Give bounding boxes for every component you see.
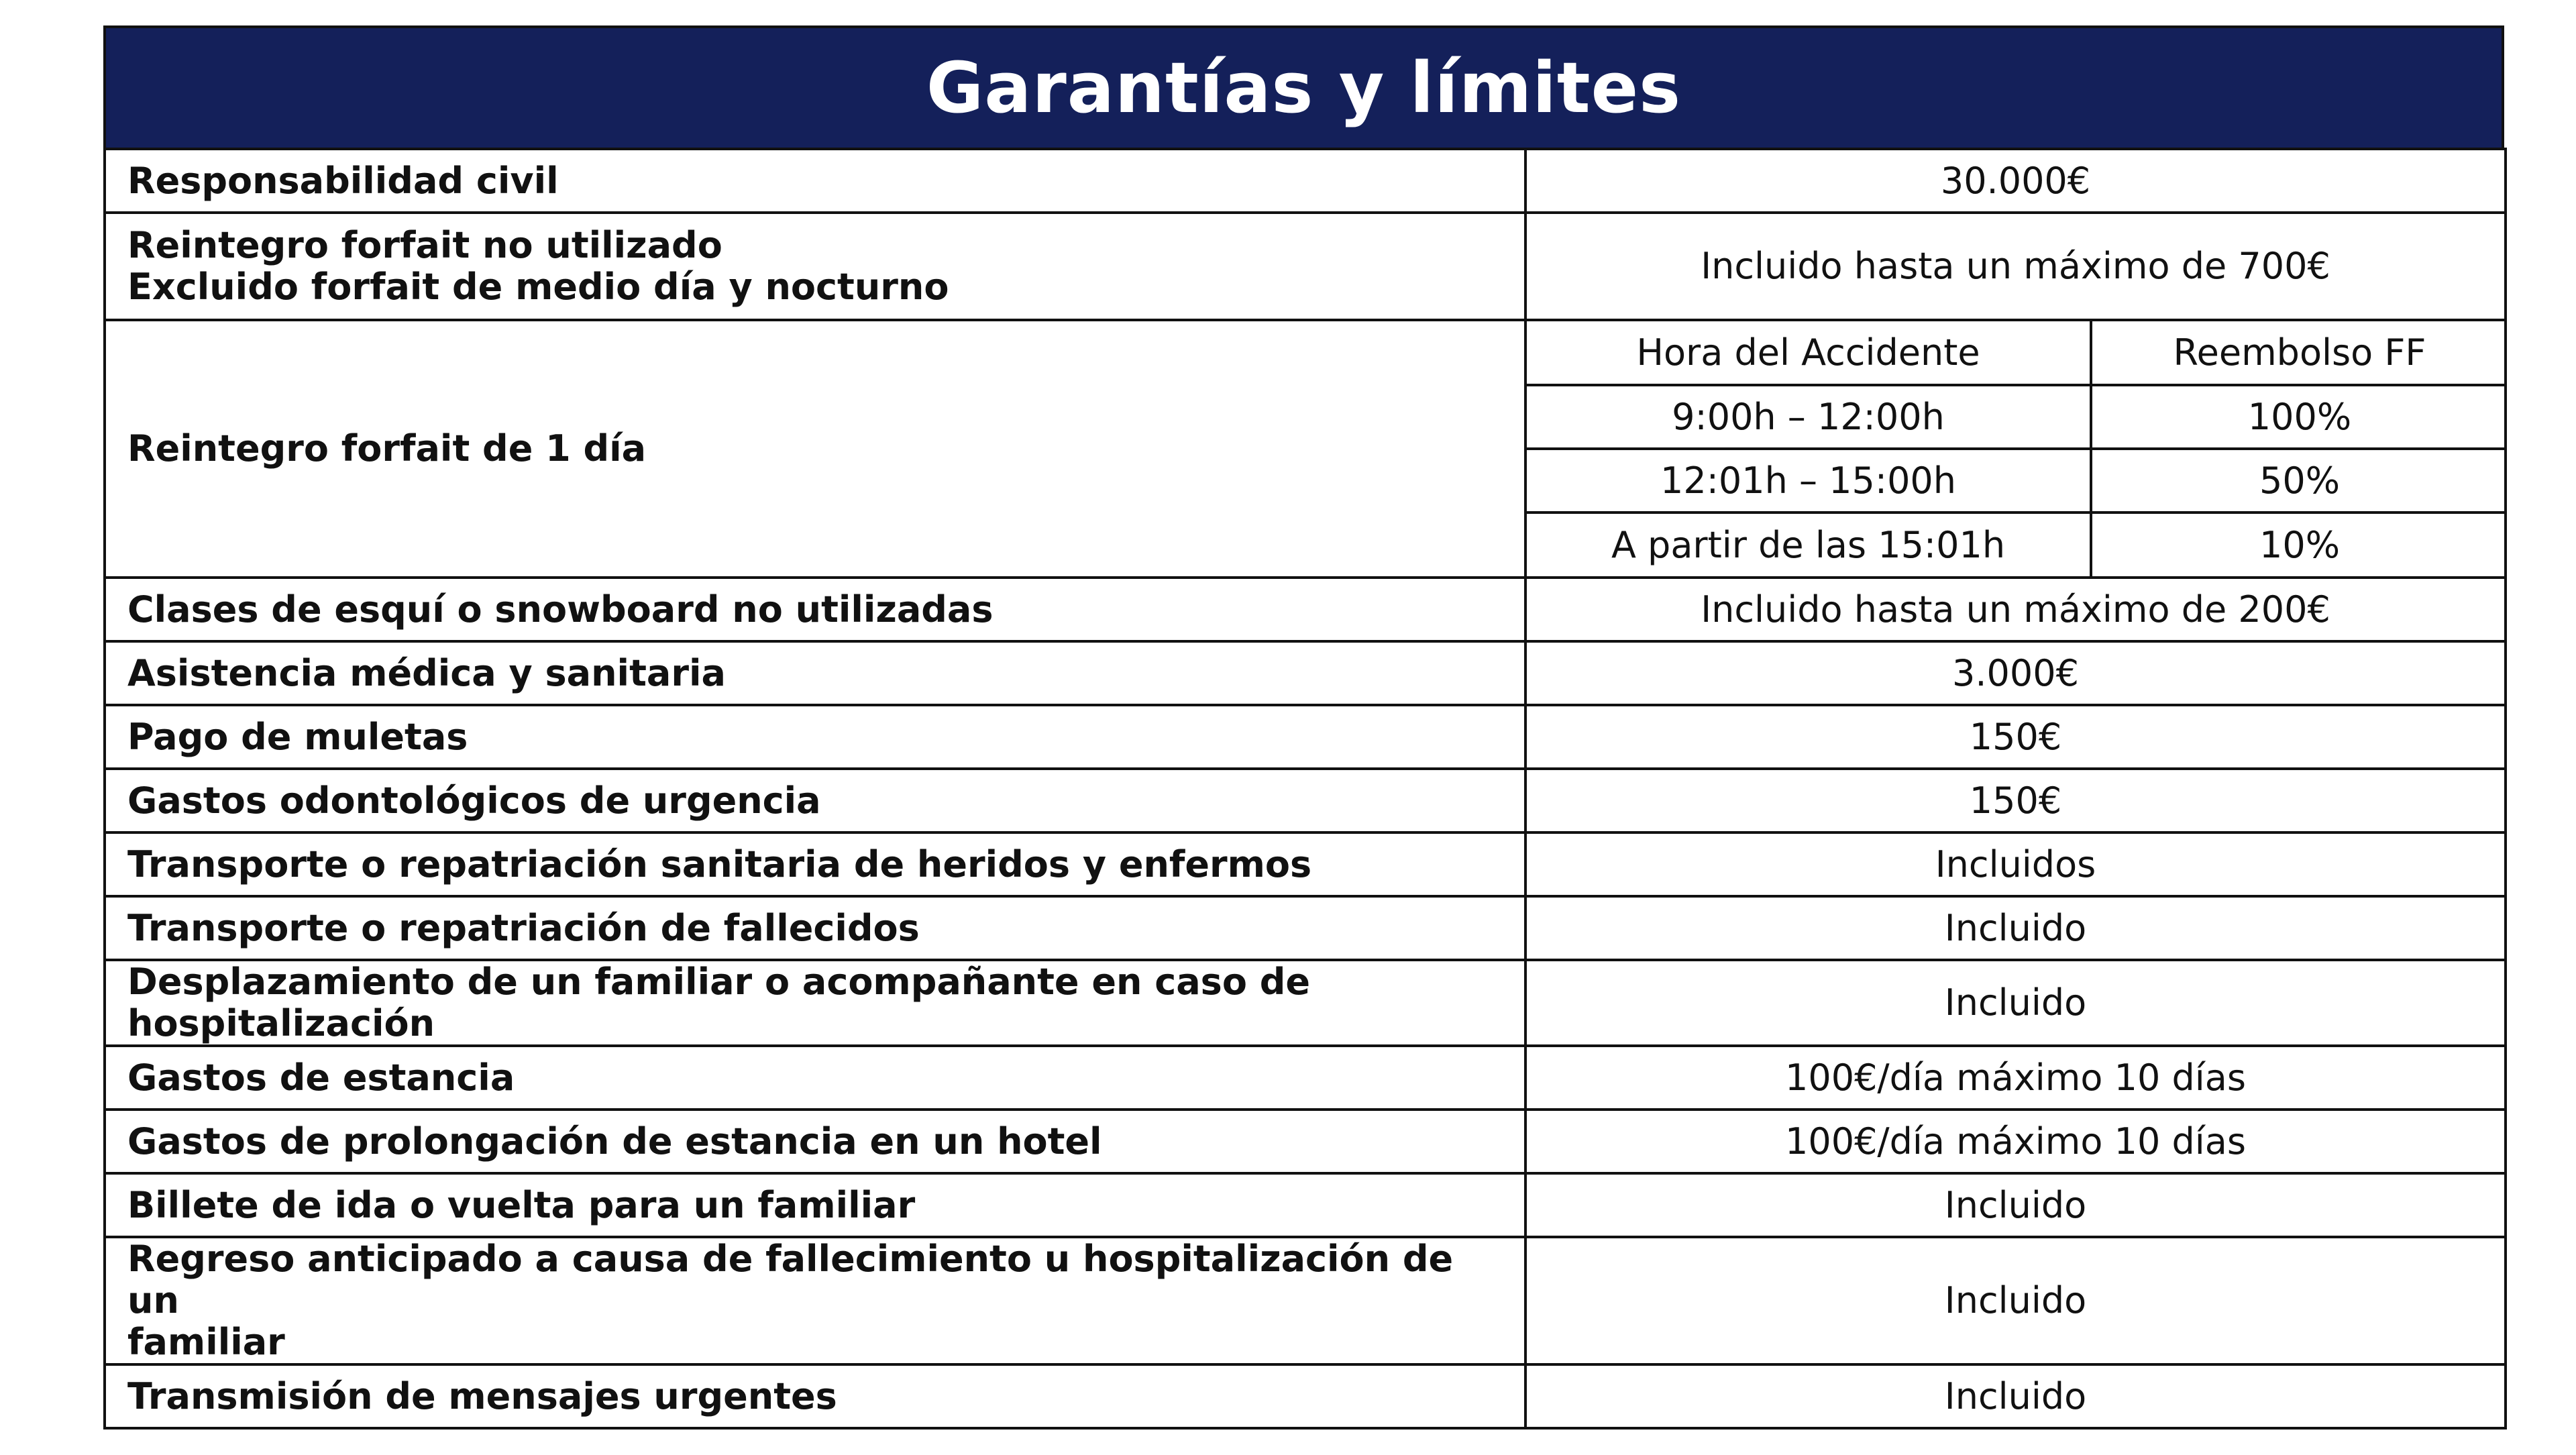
subtable-header: Reembolso FF — [2091, 321, 2507, 385]
table-row — [105, 149, 2506, 213]
row-label: Clases de esquí o snowboard no utilizadas — [105, 578, 1525, 641]
subtable-cell: 12:01h – 15:00h — [1527, 449, 2091, 513]
title-bar — [103, 25, 2504, 148]
row-label-line: familiar — [127, 1321, 285, 1363]
row-label-line: Regreso anticipado a causa de fallecimiento u hospitalización de un — [127, 1238, 1454, 1322]
table-row — [105, 769, 2506, 832]
subtable-row — [1527, 513, 2507, 576]
subtable-cell: 9:00h – 12:00h — [1527, 385, 2091, 449]
table-row — [105, 1173, 2506, 1237]
row-label: Transporte o repatriación de fallecidos — [105, 896, 1525, 960]
guarantees-table — [103, 148, 2507, 1430]
row-label: Responsabilidad civil — [105, 149, 1525, 213]
subtable-header-row — [1527, 321, 2507, 385]
row-value: Incluidos — [1525, 832, 2506, 896]
row-label: Transporte o repatriación sanitaria de heridos y enfermos — [105, 832, 1525, 896]
row-value: 30.000€ — [1525, 149, 2506, 213]
row-label — [105, 213, 1525, 320]
row-value: Incluido — [1525, 1237, 2506, 1364]
table-row — [105, 1046, 2506, 1110]
row-value: 3.000€ — [1525, 641, 2506, 705]
refund-subtable — [1527, 321, 2507, 576]
row-value: Incluido — [1525, 1173, 2506, 1237]
row-label: Desplazamiento de un familiar o acompañante en caso de hospitalización — [105, 960, 1525, 1046]
row-value: 100€/día máximo 10 días — [1525, 1046, 2506, 1110]
row-value: Incluido — [1525, 896, 2506, 960]
table-row — [105, 896, 2506, 960]
table-row — [105, 578, 2506, 641]
row-value: Incluido — [1525, 1364, 2506, 1428]
subtable-cell: 100% — [2091, 385, 2507, 449]
table-row — [105, 1237, 2506, 1364]
row-label-line: Excluido forfait de medio día y nocturno — [127, 266, 949, 308]
row-label: Transmisión de mensajes urgentes — [105, 1364, 1525, 1428]
row-label — [105, 1237, 1525, 1364]
row-value: 150€ — [1525, 769, 2506, 832]
subtable-row — [1527, 449, 2507, 513]
table-row — [105, 213, 2506, 320]
row-label: Pago de muletas — [105, 705, 1525, 769]
subtable-cell: 50% — [2091, 449, 2507, 513]
row-label: Gastos de estancia — [105, 1046, 1525, 1110]
row-value: 150€ — [1525, 705, 2506, 769]
row-value: 100€/día máximo 10 días — [1525, 1110, 2506, 1173]
row-label-line: Reintegro forfait no utilizado — [127, 224, 722, 266]
row-label: Billete de ida o vuelta para un familiar — [105, 1173, 1525, 1237]
row-value: Incluido hasta un máximo de 700€ — [1525, 213, 2506, 320]
table-row — [105, 832, 2506, 896]
table-row — [105, 705, 2506, 769]
guarantees-document — [103, 25, 2504, 1430]
table-row — [105, 641, 2506, 705]
table-row — [105, 1110, 2506, 1173]
table-row — [105, 960, 2506, 1046]
subtable-header: Hora del Accidente — [1527, 321, 2091, 385]
row-value: Incluido hasta un máximo de 200€ — [1525, 578, 2506, 641]
row-label: Gastos de prolongación de estancia en un hotel — [105, 1110, 1525, 1173]
row-label: Asistencia médica y sanitaria — [105, 641, 1525, 705]
subtable-cell: A partir de las 15:01h — [1527, 513, 2091, 576]
subtable-cell: 10% — [2259, 523, 2341, 566]
page-title: Garantías y límites — [926, 47, 1682, 129]
row-label: Reintegro forfait de 1 día — [105, 320, 1525, 578]
table-row — [105, 320, 2506, 578]
table-row — [105, 1364, 2506, 1428]
row-value: Incluido — [1525, 960, 2506, 1046]
subtable-row — [1527, 385, 2507, 449]
row-label: Gastos odontológicos de urgencia — [105, 769, 1525, 832]
refund-subtable-cell — [1525, 320, 2506, 578]
